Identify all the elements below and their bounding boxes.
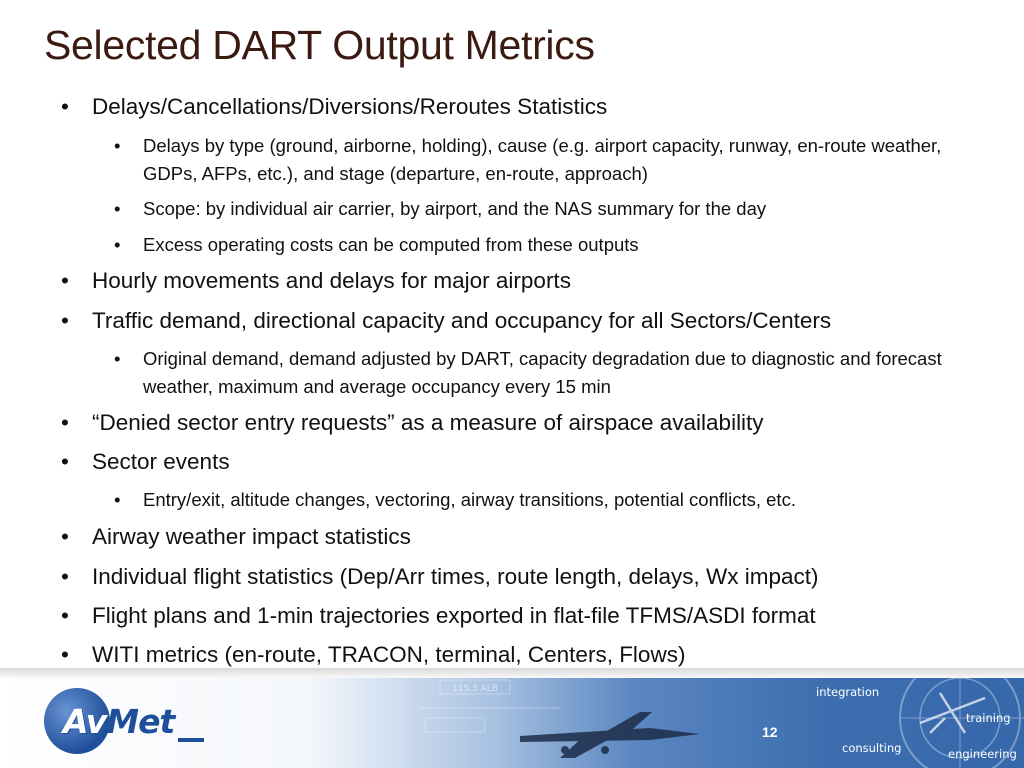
instrument-readout: 115.3 ALB xyxy=(452,684,498,694)
subbullet-entry-exit: • Entry/exit, altitude changes, vectoring, airway transitions, potential conflicts, etc. xyxy=(143,486,796,514)
bullet-dot: • xyxy=(114,489,121,510)
bullet-dot: • xyxy=(61,642,69,667)
bullet-witi-metrics: • WITI metrics (en-route, TRACON, terminal, Centers, Flows) xyxy=(61,642,686,667)
bullet-dot: • xyxy=(114,198,121,219)
subbullet-original-demand: • Original demand, demand adjusted by DART, capacity degradation due to diagnostic and forecast weather, maximum and average occupancy every 15 min xyxy=(143,345,983,401)
bullet-individual-flight: • Individual flight statistics (Dep/Arr times, route length, delays, Wx impact) xyxy=(61,564,819,589)
bullet-dot: • xyxy=(114,234,121,255)
bullet-airway-weather: • Airway weather impact statistics xyxy=(61,524,411,549)
footer-banner xyxy=(0,678,1024,768)
bullet-delays-statistics: • Delays/Cancellations/Diversions/Reroutes Statistics xyxy=(61,94,608,119)
bullet-sector-events: • Sector events xyxy=(61,449,230,474)
bullet-dot: • xyxy=(61,94,69,119)
bullet-denied-sector-entry: • “Denied sector entry requests” as a measure of airspace availability xyxy=(61,410,764,435)
bullet-dot: • xyxy=(61,603,69,628)
logo-underline xyxy=(178,738,204,742)
footer-word-consulting: consulting xyxy=(842,741,902,755)
bullet-dot: • xyxy=(114,135,121,156)
bullet-dot: • xyxy=(61,308,69,333)
bullet-dot: • xyxy=(61,524,69,549)
slide-title: Selected DART Output Metrics xyxy=(44,22,595,68)
bullet-dot: • xyxy=(61,449,69,474)
subbullet-delays-by-type: • Delays by type (ground, airborne, holding), cause (e.g. airport capacity, runway, en-route weather, GDPs, AFPs, etc.), and stage (departure, en-route, approach) xyxy=(143,132,983,188)
bullet-dot: • xyxy=(61,410,69,435)
footer-word-integration: integration xyxy=(816,685,880,699)
bullet-hourly-movements: • Hourly movements and delays for major airports xyxy=(61,268,571,293)
bullet-dot: • xyxy=(61,268,69,293)
airplane-silhouette-icon xyxy=(520,712,700,758)
subbullet-scope: • Scope: by individual air carrier, by airport, and the NAS summary for the day xyxy=(143,195,766,223)
bullet-dot: • xyxy=(61,564,69,589)
bullet-dot: • xyxy=(114,348,121,369)
bullet-traffic-demand: • Traffic demand, directional capacity and occupancy for all Sectors/Centers xyxy=(61,308,832,333)
instrument-panel-art xyxy=(420,678,1024,768)
footer-word-training: training xyxy=(966,711,1011,725)
footer-word-engineering: engineering xyxy=(948,747,1017,761)
avmet-logo-text: AvMet xyxy=(63,702,175,741)
subbullet-excess-costs: • Excess operating costs can be computed from these outputs xyxy=(143,231,639,259)
bullet-flight-plans: • Flight plans and 1-min trajectories exported in flat-file TFMS/ASDI format xyxy=(61,603,816,628)
page-number: 12 xyxy=(762,724,778,740)
